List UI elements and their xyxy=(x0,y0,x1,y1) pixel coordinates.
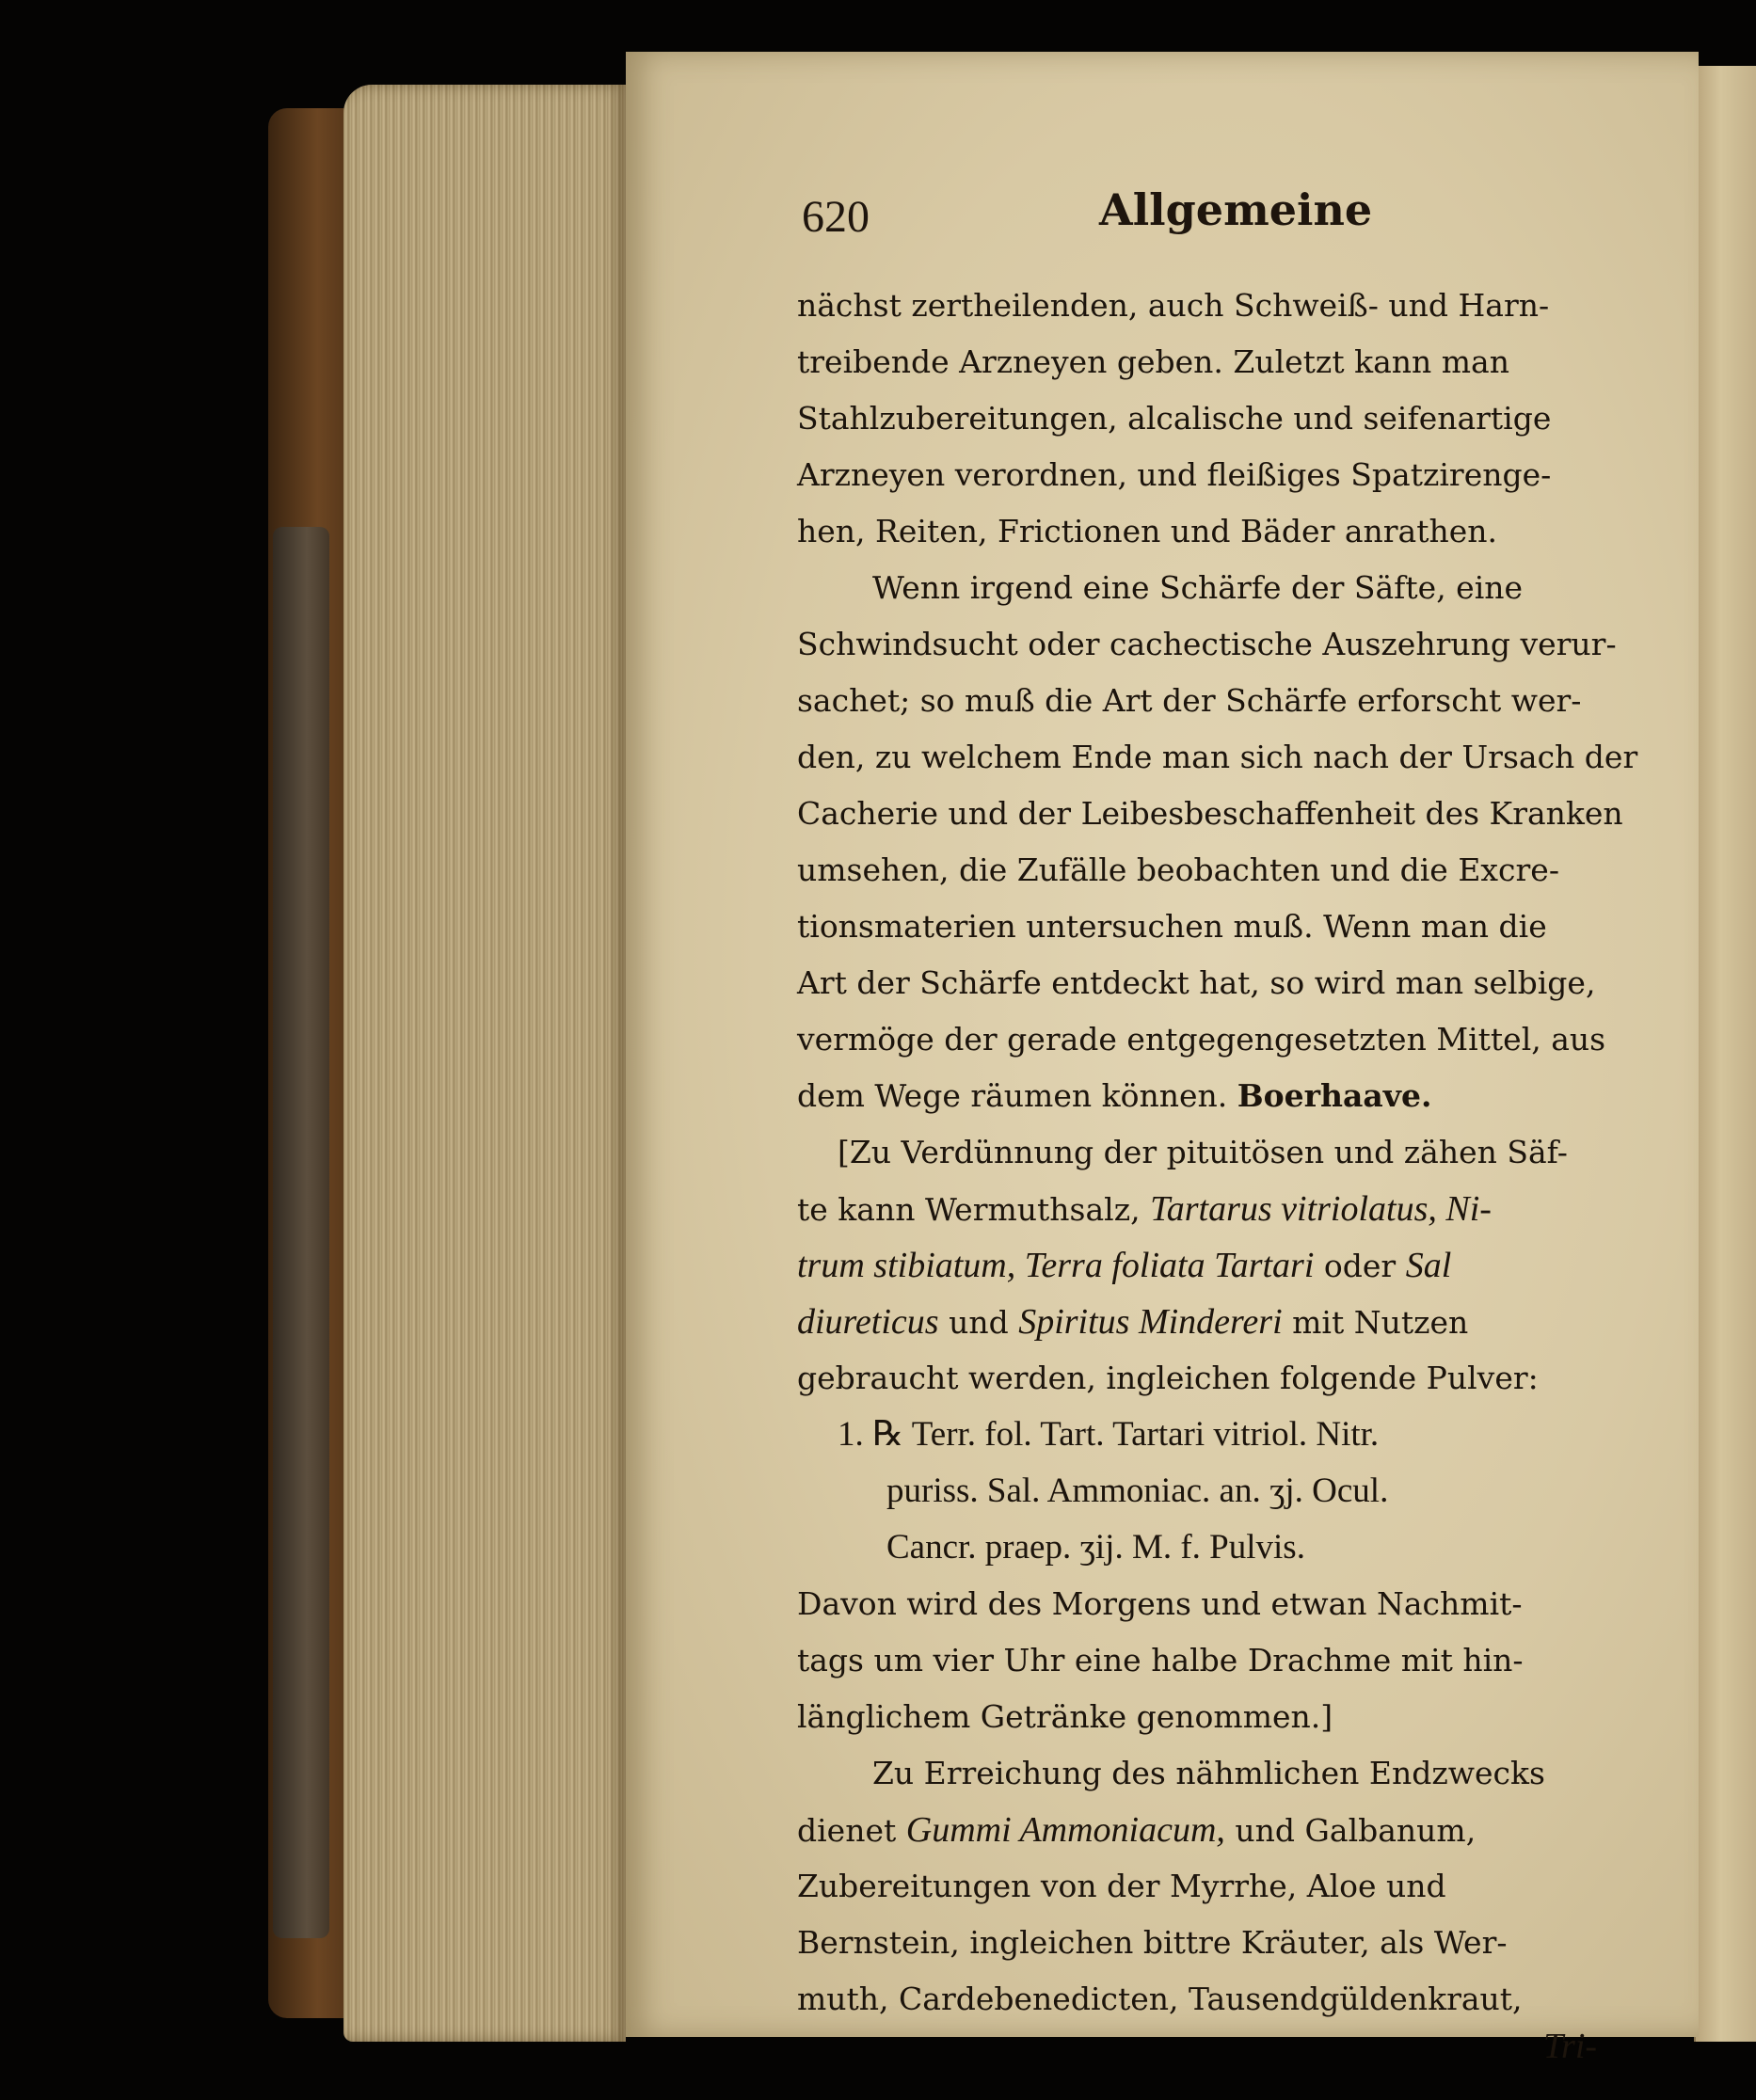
text-line: trum stibiatum, Terra foliata Tartari oder Sal xyxy=(797,1246,1452,1285)
text-line: Art der Schärfe entdeckt hat, so wird man selbige, xyxy=(797,964,1596,1001)
text-line: Schwindsucht oder cachectische Auszehrung verur- xyxy=(797,626,1617,662)
prescription-line: 1. ℞ Terr. fol. Tart. Tartari vitriol. Nitr. xyxy=(838,1415,1380,1454)
text-line: Zubereitungen von der Myrrhe, Aloe und xyxy=(797,1868,1446,1904)
text-line: Davon wird des Morgens und etwan Nachmit- xyxy=(797,1585,1523,1622)
text-line: tags um vier Uhr eine halbe Drachme mit hin- xyxy=(797,1642,1524,1678)
text-line: [Zu Verdünnung der pituitösen und zähen Säf- xyxy=(838,1134,1568,1170)
catchword: Tri- xyxy=(1543,2027,1598,2066)
text-line: muth, Cardebenedicten, Tausendgüldenkraut, xyxy=(797,1981,1523,2017)
text-line: den, zu welchem Ende man sich nach der Ursach der xyxy=(797,739,1638,775)
text-line: sachet; so muß die Art der Schärfe erforscht wer- xyxy=(797,682,1582,719)
page-number: 620 xyxy=(802,192,870,242)
prescription-line: puriss. Sal. Ammoniac. an. ʒj. Ocul. xyxy=(886,1472,1389,1510)
running-head: Allgemeine xyxy=(1099,184,1373,235)
text-line: Arzneyen verordnen, und fleißiges Spatzirenge- xyxy=(797,456,1552,493)
text-line: Zu Erreichung des nähmlichen Endzwecks xyxy=(872,1755,1545,1791)
text-line: hen, Reiten, Frictionen und Bäder anrathen. xyxy=(797,513,1498,549)
text-line: te kann Wermuthsalz, Tartarus vitriolatus, Ni- xyxy=(797,1189,1492,1229)
text-line: länglichem Getränke genommen.] xyxy=(797,1698,1333,1735)
text-line: tionsmaterien untersuchen muß. Wenn man die xyxy=(797,908,1547,945)
prescription-line: Cancr. praep. ʒij. M. f. Pulvis. xyxy=(886,1528,1305,1567)
page-edges xyxy=(343,85,626,2042)
text-line: Stahlzubereitungen, alcalische und seifenartige xyxy=(797,400,1552,437)
text-line: Cacherie und der Leibesbeschaffenheit des Kranken xyxy=(797,795,1623,832)
text-line: nächst zertheilenden, auch Schweiß- und Harn- xyxy=(797,287,1550,324)
text-line: dem Wege räumen können. Boerhaave. xyxy=(797,1077,1432,1114)
facing-page-edge xyxy=(1694,66,1756,2042)
text-line: dienet Gummi Ammoniacum, und Galbanum, xyxy=(797,1810,1477,1850)
text-line: gebraucht werden, ingleichen folgende Pulver: xyxy=(797,1360,1539,1396)
author-name: Boerhaave. xyxy=(1237,1077,1432,1114)
text-line: Wenn irgend eine Schärfe der Säfte, eine xyxy=(872,569,1524,606)
text-line: treibende Arzneyen geben. Zuletzt kann man xyxy=(797,343,1509,380)
text-line: vermöge der gerade entgegengesetzten Mittel, aus xyxy=(797,1021,1606,1058)
cover-wear xyxy=(273,527,329,1938)
text-line: diureticus und Spiritus Mindereri mit Nutzen xyxy=(797,1302,1469,1342)
text-line: Bernstein, ingleichen bittre Kräuter, als Wer- xyxy=(797,1924,1508,1961)
text-line: umsehen, die Zufälle beobachten und die Excre- xyxy=(797,851,1559,888)
